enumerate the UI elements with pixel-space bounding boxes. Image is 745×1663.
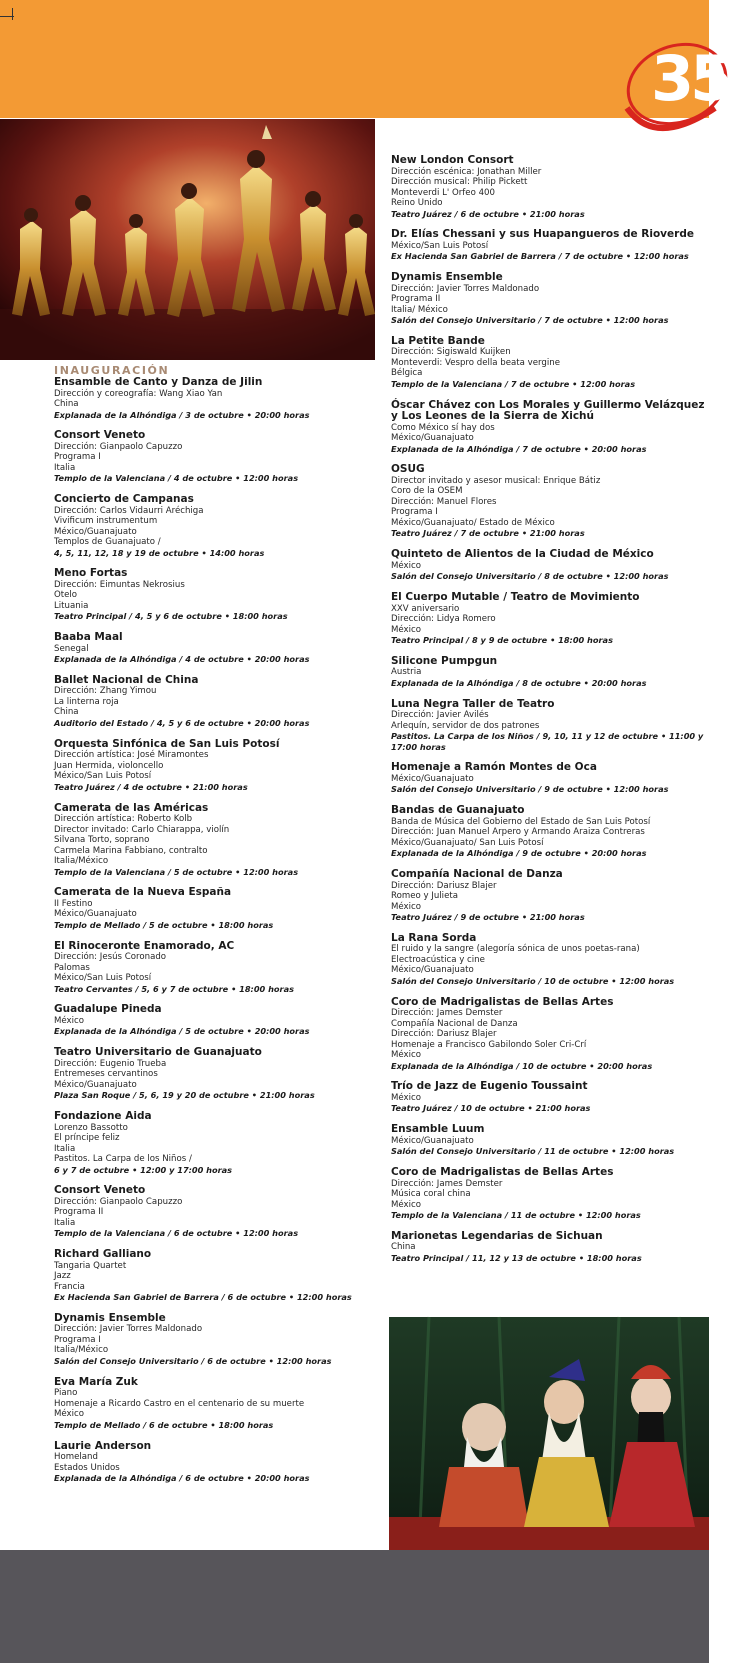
event-detail: Dirección: Gianpaolo Capuzzo (54, 1196, 183, 1207)
event-venue-date: Explanada de la Alhóndiga / 9 de octubre • 20:00 horas (391, 848, 647, 859)
event-detail: Homenaje a Ricardo Castro en el centenario de su muerte (54, 1398, 305, 1409)
event-detail: Senegal (54, 643, 89, 654)
event-detail: México/Guanajuato (54, 909, 137, 920)
event-title: Homenaje a Ramón Montes de Oca (391, 761, 597, 774)
event-detail: México/Guanajuato/ San Luis Potosí (391, 837, 544, 848)
event-detail: Director invitado: Carlo Chiarappa, violín (54, 824, 230, 835)
event-detail: México (54, 1015, 85, 1026)
event-entry (54, 568, 379, 622)
event-venue-date: Templo de Mellado / 5 de octubre • 18:00 horas (54, 919, 274, 930)
event-entry (54, 887, 379, 930)
event-detail: Dirección: Dariusz Blajer (391, 880, 497, 891)
event-venue-date: Explanada de la Alhóndiga / 7 de octubre • 20:00 horas (391, 443, 647, 454)
event-detail: Otelo (54, 590, 78, 601)
event-detail: Bélgica (391, 368, 423, 379)
event-venue-date: Templo de la Valenciana / 6 de octubre • 12:00 horas (54, 1228, 299, 1239)
event-entry (54, 1004, 379, 1037)
event-detail: México (391, 624, 422, 635)
event-detail: Lorenzo Bassotto (54, 1122, 128, 1133)
event-detail: México (391, 560, 422, 571)
event-detail: China (54, 707, 79, 718)
event-title: Consort Veneto (54, 429, 146, 442)
event-venue-date: Salón del Consejo Universitario / 8 de octubre • 12:00 horas (391, 571, 669, 582)
event-venue-date: Ex Hacienda San Gabriel de Barrera / 7 de octubre • 12:00 horas (391, 251, 689, 262)
event-detail: Dirección: Dariusz Blajer (391, 1029, 497, 1040)
event-title: Luna Negra Taller de Teatro (391, 697, 555, 710)
event-detail: Como México sí hay dos (391, 422, 495, 433)
event-detail: México/Guanajuato (391, 433, 474, 444)
event-detail: Programa I (54, 1334, 101, 1345)
event-detail: Juan Hermida, violoncello (54, 760, 164, 771)
event-title: Fondazione Aida (54, 1110, 152, 1123)
event-entry (54, 941, 379, 995)
event-entry (391, 805, 709, 859)
event-title: OSUG (391, 463, 425, 476)
event-detail: México/Guanajuato (54, 1079, 137, 1090)
event-detail: Homenaje a Francisco Gabilondo Soler Cri-Crí (391, 1039, 587, 1050)
event-title: Richard Galliano (54, 1248, 152, 1261)
event-venue-date: Templo de Mellado / 6 de octubre • 18:00 horas (54, 1419, 274, 1430)
right-event-column (391, 155, 709, 1274)
event-detail: México (54, 1409, 85, 1420)
event-detail: Electroacústica y cine (391, 954, 485, 965)
event-detail: Carmela Marina Fabbiano, contralto (54, 845, 208, 856)
event-entry (391, 1124, 709, 1157)
event-detail: México/Guanajuato (54, 526, 137, 537)
event-venue-date: 6 y 7 de octubre • 12:00 y 17:00 horas (54, 1164, 233, 1175)
event-entry (54, 494, 379, 558)
event-venue-date: Salón del Consejo Universitario / 9 de octubre • 12:00 horas (391, 784, 669, 795)
event-venue-date: Teatro Juárez / 9 de octubre • 21:00 horas (391, 912, 585, 923)
event-detail: El príncipe feliz (54, 1133, 120, 1144)
event-title: Baaba Maal (54, 631, 123, 644)
event-detail: Monteverdi: Vespro della beata vergine (391, 357, 560, 368)
event-entry (391, 229, 709, 262)
orange-header-band (0, 0, 709, 118)
event-detail: Homeland (54, 1452, 98, 1463)
event-title: Ballet Nacional de China (54, 673, 199, 686)
event-title: New London Consort (391, 154, 514, 166)
event-venue-date: Auditorio del Estado / 4, 5 y 6 de octubre • 20:00 horas (54, 717, 310, 728)
event-entry (391, 592, 709, 646)
event-detail: Dirección: Eugenio Trueba (54, 1058, 167, 1069)
event-entry (54, 1185, 379, 1239)
event-detail: Pastitos. La Carpa de los Niños / (54, 1154, 192, 1165)
event-detail: Arlequín, servidor de dos patrones (391, 720, 540, 731)
event-venue-date: Ex Hacienda San Gabriel de Barrera / 6 de octubre • 12:00 horas (54, 1292, 352, 1303)
event-venue-date: Templo de la Valenciana / 7 de octubre • 12:00 horas (391, 378, 636, 389)
event-entry (391, 933, 709, 987)
event-detail: México/San Luis Potosí (391, 240, 489, 251)
event-detail: China (54, 399, 79, 409)
event-title: Consort Veneto (54, 1184, 146, 1197)
event-title: Meno Fortas (54, 567, 128, 580)
event-venue-date: Teatro Cervantes / 5, 6 y 7 de octubre • 18:00 horas (54, 983, 294, 994)
event-detail: Música coral china (391, 1189, 471, 1200)
event-detail: México (391, 1092, 422, 1103)
event-entry (391, 336, 709, 390)
event-detail: Compañía Nacional de Danza (391, 1018, 518, 1029)
left-event-column (54, 365, 379, 1494)
event-title: Coro de Madrigalistas de Bellas Artes (391, 995, 614, 1008)
event-entry (54, 377, 379, 420)
event-detail: Francia (54, 1281, 85, 1292)
event-entry (391, 699, 709, 753)
event-detail: México (391, 1199, 422, 1210)
event-venue-date: 4, 5, 11, 12, 18 y 19 de octubre • 14:00 horas (54, 547, 265, 558)
event-venue-date: Salón del Consejo Universitario / 11 de octubre • 12:00 horas (391, 1146, 675, 1157)
event-venue-date: Teatro Juárez / 10 de octubre • 21:00 horas (391, 1103, 591, 1114)
event-detail: Director invitado y asesor musical: Enrique Bátiz (391, 475, 601, 486)
event-detail: Programa I (54, 452, 101, 463)
event-title: Dynamis Ensemble (391, 271, 503, 284)
event-venue-date: Teatro Juárez / 7 de octubre • 21:00 horas (391, 528, 585, 539)
event-detail: Dirección: Gianpaolo Capuzzo (54, 441, 183, 452)
event-title: Guadalupe Pineda (54, 1003, 162, 1016)
event-title: Dr. Elías Chessani y sus Huapangueros de Rioverde (391, 228, 694, 241)
event-title: Ensamble de Canto y Danza de Jilin (54, 376, 263, 388)
event-detail: Dirección: Sigiswald Kuijken (391, 347, 511, 358)
event-title: El Cuerpo Mutable / Teatro de Movimiento (391, 591, 640, 604)
event-detail: Jazz (54, 1271, 71, 1282)
event-title: Ensamble Luum (391, 1123, 485, 1136)
event-entry (391, 400, 709, 455)
event-entry (54, 1313, 379, 1367)
event-detail: Reino Unido (391, 198, 443, 208)
event-venue-date: Explanada de la Alhóndiga / 3 de octubre • 20:00 horas (54, 409, 310, 420)
event-entry (391, 1231, 709, 1264)
gray-footer-band (0, 1550, 709, 1663)
event-detail: Romeo y Julieta (391, 891, 458, 902)
event-detail: Tangaria Quartet (54, 1260, 127, 1271)
event-entry (391, 656, 709, 689)
event-detail: Programa I (391, 507, 438, 518)
event-title: Quinteto de Alientos de la Ciudad de México (391, 548, 654, 561)
event-venue-date: Teatro Principal / 11, 12 y 13 de octubre • 18:00 horas (391, 1252, 642, 1263)
event-detail: Italia (54, 1217, 76, 1228)
event-detail: Programa II (391, 294, 441, 305)
event-title: Concierto de Campanas (54, 493, 194, 506)
event-title: Trío de Jazz de Eugenio Toussaint (391, 1080, 588, 1093)
event-detail: México/Guanajuato (391, 773, 474, 784)
event-entry (54, 1249, 379, 1303)
event-venue-date: Salón del Consejo Universitario / 10 de octubre • 12:00 horas (391, 975, 675, 986)
event-detail: Dirección y coreografía: Wang Xiao Yan (54, 388, 223, 399)
event-venue-date: Explanada de la Alhóndiga / 10 de octubre • 20:00 horas (391, 1060, 653, 1071)
event-detail: Italia (54, 462, 76, 473)
chinese-puppets-photo (389, 1317, 709, 1550)
event-venue-date: Templo de la Valenciana / 5 de octubre • 12:00 horas (54, 866, 299, 877)
event-entry (391, 464, 709, 539)
event-title: Óscar Chávez con Los Morales y Guillermo Velázquez y Los Leones de la Sierra de Xichú (391, 398, 705, 423)
event-detail: Silvana Torto, soprano (54, 835, 150, 846)
event-venue-date: Teatro Juárez / 6 de octubre • 21:00 horas (391, 208, 585, 219)
event-entry (391, 272, 709, 326)
event-venue-date: Salón del Consejo Universitario / 6 de octubre • 12:00 horas (54, 1355, 332, 1366)
event-entry (54, 1047, 379, 1101)
event-title: La Rana Sorda (391, 931, 477, 944)
event-venue-date: Plaza San Roque / 5, 6, 19 y 20 de octubre • 21:00 horas (54, 1090, 315, 1101)
event-detail: Dirección: Eimuntas Nekrosius (54, 579, 185, 590)
event-detail: Dirección: James Demster (391, 1178, 503, 1189)
event-detail: Banda de Música del Gobierno del Estado de San Luis Potosí (391, 816, 651, 827)
event-title: La Petite Bande (391, 334, 485, 347)
event-detail: México/Guanajuato (391, 965, 474, 976)
event-detail: Coro de la OSEM (391, 486, 463, 497)
event-detail: Dirección: Javier Torres Maldonado (391, 283, 540, 294)
event-entry (54, 632, 379, 665)
event-venue-date: Teatro Juárez / 4 de octubre • 21:00 horas (54, 781, 248, 792)
event-entry (391, 1167, 709, 1221)
dance-performance-photo (0, 119, 375, 360)
event-detail: México (391, 901, 422, 912)
event-title: Laurie Anderson (54, 1439, 152, 1452)
event-detail: Templos de Guanajuato / (54, 537, 161, 548)
event-detail: Italia/México (54, 1345, 109, 1356)
event-detail: Dirección: Javier Avilés (391, 710, 489, 721)
event-venue-date: Explanada de la Alhóndiga / 8 de octubre • 20:00 horas (391, 677, 647, 688)
event-detail: México/Guanajuato/ Estado de México (391, 517, 555, 528)
event-detail: La linterna roja (54, 696, 119, 707)
event-title: Silicone Pumpgun (391, 654, 498, 667)
event-title: Dynamis Ensemble (54, 1311, 166, 1324)
event-detail: Dirección: Carlos Vidaurri Aréchiga (54, 505, 204, 516)
event-detail: Austria (391, 667, 422, 678)
event-detail: Dirección: Lidya Romero (391, 614, 496, 625)
event-detail: Italia/ México (391, 304, 448, 315)
event-title: Eva María Zuk (54, 1375, 138, 1388)
event-detail: Vivificum instrumentum (54, 516, 158, 527)
event-detail: Italia (54, 1143, 76, 1154)
section-label-inauguracion: INAUGURACIÓN (54, 364, 170, 377)
left-event-list (54, 377, 379, 1484)
event-entry (54, 1111, 379, 1175)
event-detail: Programa II (54, 1207, 104, 1218)
event-title: Bandas de Guanajuato (391, 804, 525, 817)
event-detail: Dirección: James Demster (391, 1008, 503, 1019)
crop-mark (12, 8, 13, 20)
event-entry (391, 869, 709, 923)
event-venue-date: Teatro Principal / 8 y 9 de octubre • 18:00 horas (391, 635, 613, 646)
event-venue-date: Pastitos. La Carpa de los Niños / 9, 10, 11 y 12 de octubre • 11:00 y 17:00 horas (391, 731, 704, 752)
event-entry (391, 1081, 709, 1114)
event-title: Camerata de la Nueva España (54, 886, 232, 899)
event-detail: México/San Luis Potosí (54, 771, 152, 782)
event-detail: Lituania (54, 600, 89, 611)
event-detail: México/San Luis Potosí (54, 973, 152, 984)
event-detail: Entremeses cervantinos (54, 1069, 158, 1080)
event-detail: Dirección: Juan Manuel Arpero y Armando Araiza Contreras (391, 827, 645, 838)
event-title: Compañía Nacional de Danza (391, 868, 563, 881)
event-entry (391, 762, 709, 795)
event-detail: Dirección escénica: Jonathan Miller (391, 166, 542, 177)
event-detail: Dirección artística: José Miramontes (54, 750, 209, 761)
event-entry (54, 430, 379, 484)
event-detail: Dirección artística: Roberto Kolb (54, 814, 193, 825)
event-detail: Monteverdi L' Orfeo 400 (391, 187, 495, 198)
event-entry (391, 549, 709, 582)
right-event-list (391, 155, 709, 1263)
event-detail: Dirección: Manuel Flores (391, 496, 497, 507)
event-entry (54, 1377, 379, 1431)
event-entry (54, 739, 379, 793)
event-entry (54, 675, 379, 729)
event-title: El Rinoceronte Enamorado, AC (54, 939, 235, 952)
event-venue-date: Explanada de la Alhóndiga / 6 de octubre • 20:00 horas (54, 1473, 310, 1484)
event-title: Orquesta Sinfónica de San Luis Potosí (54, 737, 280, 750)
event-entry (54, 1441, 379, 1484)
page-number: 35 (651, 42, 730, 115)
event-title: Camerata de las Américas (54, 801, 209, 814)
event-detail: XXV aniversario (391, 603, 460, 614)
event-venue-date: Explanada de la Alhóndiga / 5 de octubre • 20:00 horas (54, 1026, 310, 1037)
event-detail: II Festino (54, 898, 93, 909)
event-detail: Palomas (54, 962, 90, 973)
event-title: Marionetas Legendarias de Sichuan (391, 1229, 603, 1242)
event-detail: China (391, 1242, 416, 1253)
event-detail: Italia/México (54, 856, 109, 867)
event-detail: México (391, 1050, 422, 1061)
event-entry (391, 155, 709, 219)
event-detail: Dirección musical: Philip Pickett (391, 177, 528, 187)
event-detail: Dirección: Javier Torres Maldonado (54, 1324, 203, 1335)
event-detail: Dirección: Zhang Yimou (54, 686, 157, 697)
event-title: Coro de Madrigalistas de Bellas Artes (391, 1166, 614, 1179)
event-venue-date: Salón del Consejo Universitario / 7 de octubre • 12:00 horas (391, 315, 669, 326)
event-detail: Dirección: Jesús Coronado (54, 952, 167, 963)
event-detail: México/Guanajuato (391, 1135, 474, 1146)
event-title: Teatro Universitario de Guanajuato (54, 1046, 262, 1059)
event-entry (54, 803, 379, 878)
event-detail: Estados Unidos (54, 1462, 120, 1473)
event-detail: El ruido y la sangre (alegoría sónica de unos poetas-rana) (391, 944, 640, 955)
event-venue-date: Explanada de la Alhóndiga / 4 de octubre • 20:00 horas (54, 654, 310, 665)
event-venue-date: Templo de la Valenciana / 4 de octubre • 12:00 horas (54, 473, 299, 484)
event-entry (391, 997, 709, 1072)
event-venue-date: Templo de la Valenciana / 11 de octubre • 12:00 horas (391, 1210, 641, 1221)
event-detail: Piano (54, 1388, 78, 1399)
event-venue-date: Teatro Principal / 4, 5 y 6 de octubre • 18:00 horas (54, 611, 288, 622)
